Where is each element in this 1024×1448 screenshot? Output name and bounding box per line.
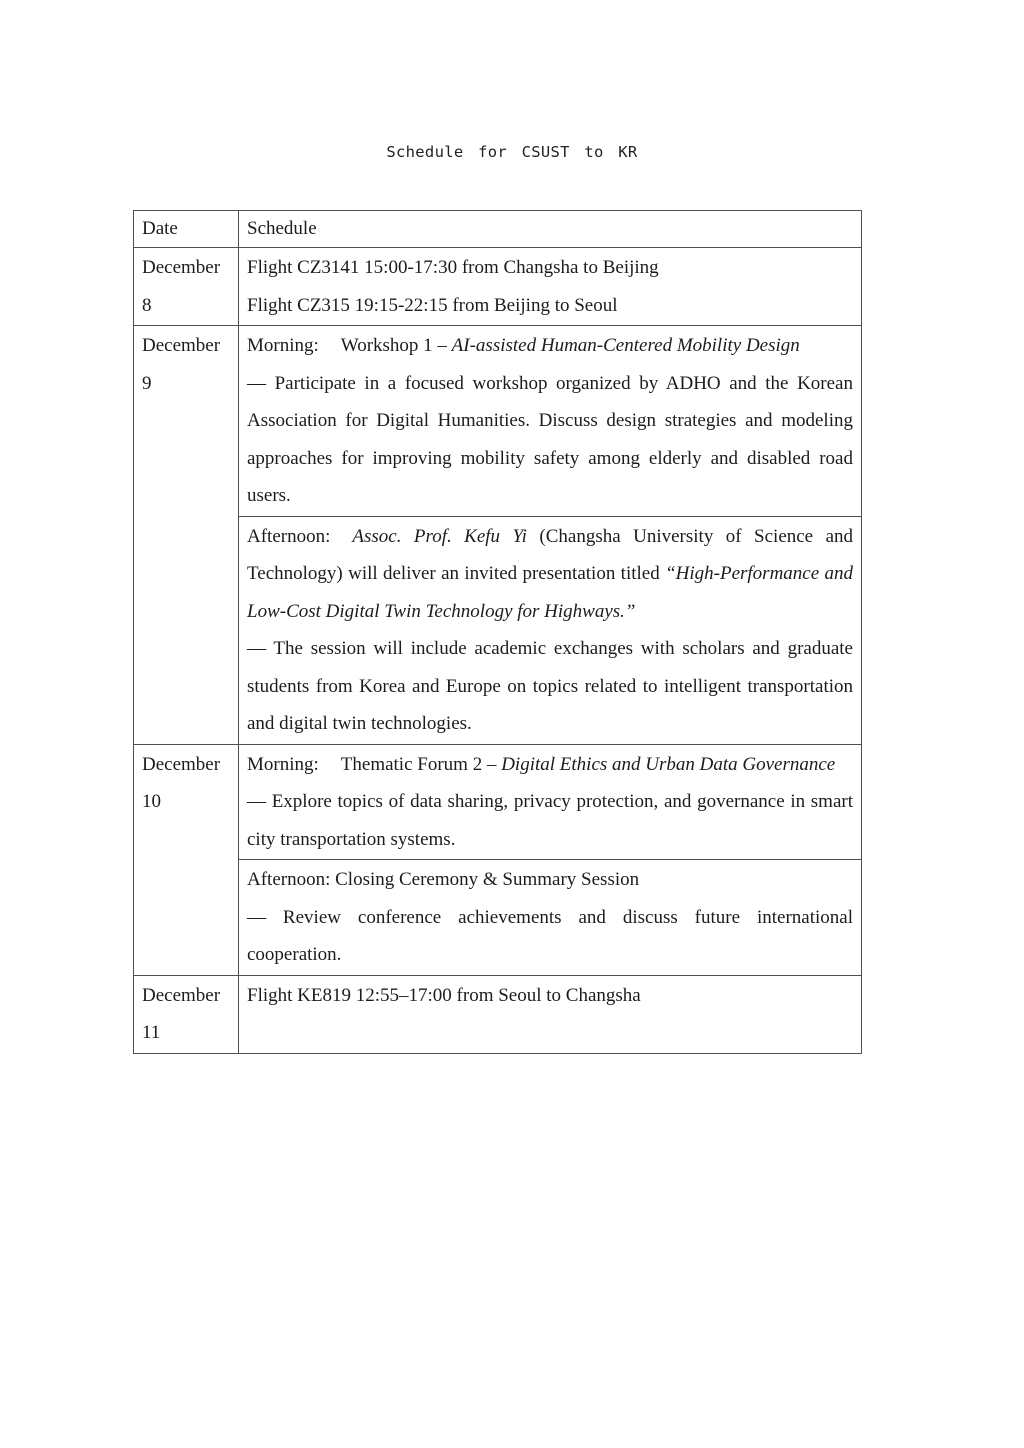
- session-heading-line: [247, 746, 853, 784]
- table-row-dec9-morning: [134, 326, 862, 517]
- table-row-dec8: [134, 248, 862, 326]
- date-cell-dec8: [134, 248, 239, 326]
- header-cell-schedule: Schedule: [239, 211, 862, 248]
- document-title: Schedule for CSUST to KR: [386, 143, 638, 161]
- schedule-cell-dec9-afternoon: [239, 516, 862, 744]
- tab-space: [330, 541, 352, 542]
- session-lead: Workshop 1 –: [340, 335, 452, 356]
- date-day: 8: [142, 294, 152, 316]
- flight-line-return: Flight KE819 12:55–17:00 from Seoul to Changsha: [247, 984, 641, 1006]
- date-day: 10: [142, 791, 161, 812]
- session-heading-line: [247, 327, 853, 365]
- session-description: — Participate in a focused workshop organized by ADHO and the Korean Association for Digital Humanities. Discuss design strategies and modeling approaches for improving mobility safety among elderly and disabled road users.: [247, 372, 853, 506]
- date-cell-dec10: [134, 744, 239, 975]
- table-row-dec9-afternoon: [134, 516, 862, 744]
- table-row-dec10-morning: [134, 744, 862, 860]
- schedule-cell-dec10-morning: [239, 744, 862, 860]
- session-heading-line: Afternoon: Closing Ceremony & Summary Session: [247, 869, 640, 890]
- table-row-dec10-afternoon: [134, 860, 862, 976]
- flight-line-outbound-2: Flight CZ315 19:15-22:15 from Beijing to Seoul: [247, 294, 618, 316]
- session-label: Morning:: [247, 753, 319, 775]
- session-label: Afternoon:: [247, 525, 331, 547]
- table-row-dec11: [134, 975, 862, 1053]
- date-month: December: [142, 984, 221, 1006]
- session-label: Morning:: [247, 335, 319, 356]
- date-month: December: [142, 257, 221, 278]
- flight-line-outbound-1: Flight CZ3141 15:00-17:30 from Changsha to Beijing: [247, 257, 659, 278]
- schedule-table: [133, 210, 862, 1054]
- session-description: — Review conference achievements and discuss future international cooperation.: [247, 906, 853, 965]
- session-mid-text: (Changsha University of Science and Technology) will deliver an invited presentation titled: [247, 525, 853, 584]
- schedule-cell-dec10-afternoon: [239, 860, 862, 976]
- header-cell-date: Date: [134, 211, 239, 248]
- session-title-italic: AI-assisted Human-Centered Mobility Design: [451, 335, 800, 356]
- talk-title-italic: “High-Performance and Low-Cost Digital Twin Technology for Highways.”: [247, 563, 853, 622]
- session-description: — The session will include academic exchanges with scholars and graduate students from Korea and Europe on topics related to intelligent transportation and digital twin technologies.: [247, 638, 853, 734]
- schedule-cell-dec11: [239, 975, 862, 1053]
- speaker-name-italic: Assoc. Prof. Kefu Yi: [352, 525, 527, 547]
- schedule-cell-dec9-morning: [239, 326, 862, 517]
- table-header-row: [134, 211, 862, 248]
- session-title-italic: Digital Ethics and Urban Data Governance: [501, 753, 836, 775]
- date-month: December: [142, 335, 221, 356]
- session-lead: Thematic Forum 2 –: [340, 753, 502, 775]
- date-cell-dec11: [134, 975, 239, 1053]
- date-day: 9: [142, 372, 152, 394]
- session-description: — Explore topics of data sharing, privacy protection, and governance in smart city transportation systems.: [247, 791, 853, 850]
- tab-space: [319, 769, 341, 770]
- schedule-cell-dec8: [239, 248, 862, 326]
- date-cell-dec9: [134, 326, 239, 745]
- date-day: 11: [142, 1022, 161, 1043]
- session-heading-line: [247, 518, 853, 631]
- date-month: December: [142, 753, 221, 775]
- tab-space: [319, 350, 341, 351]
